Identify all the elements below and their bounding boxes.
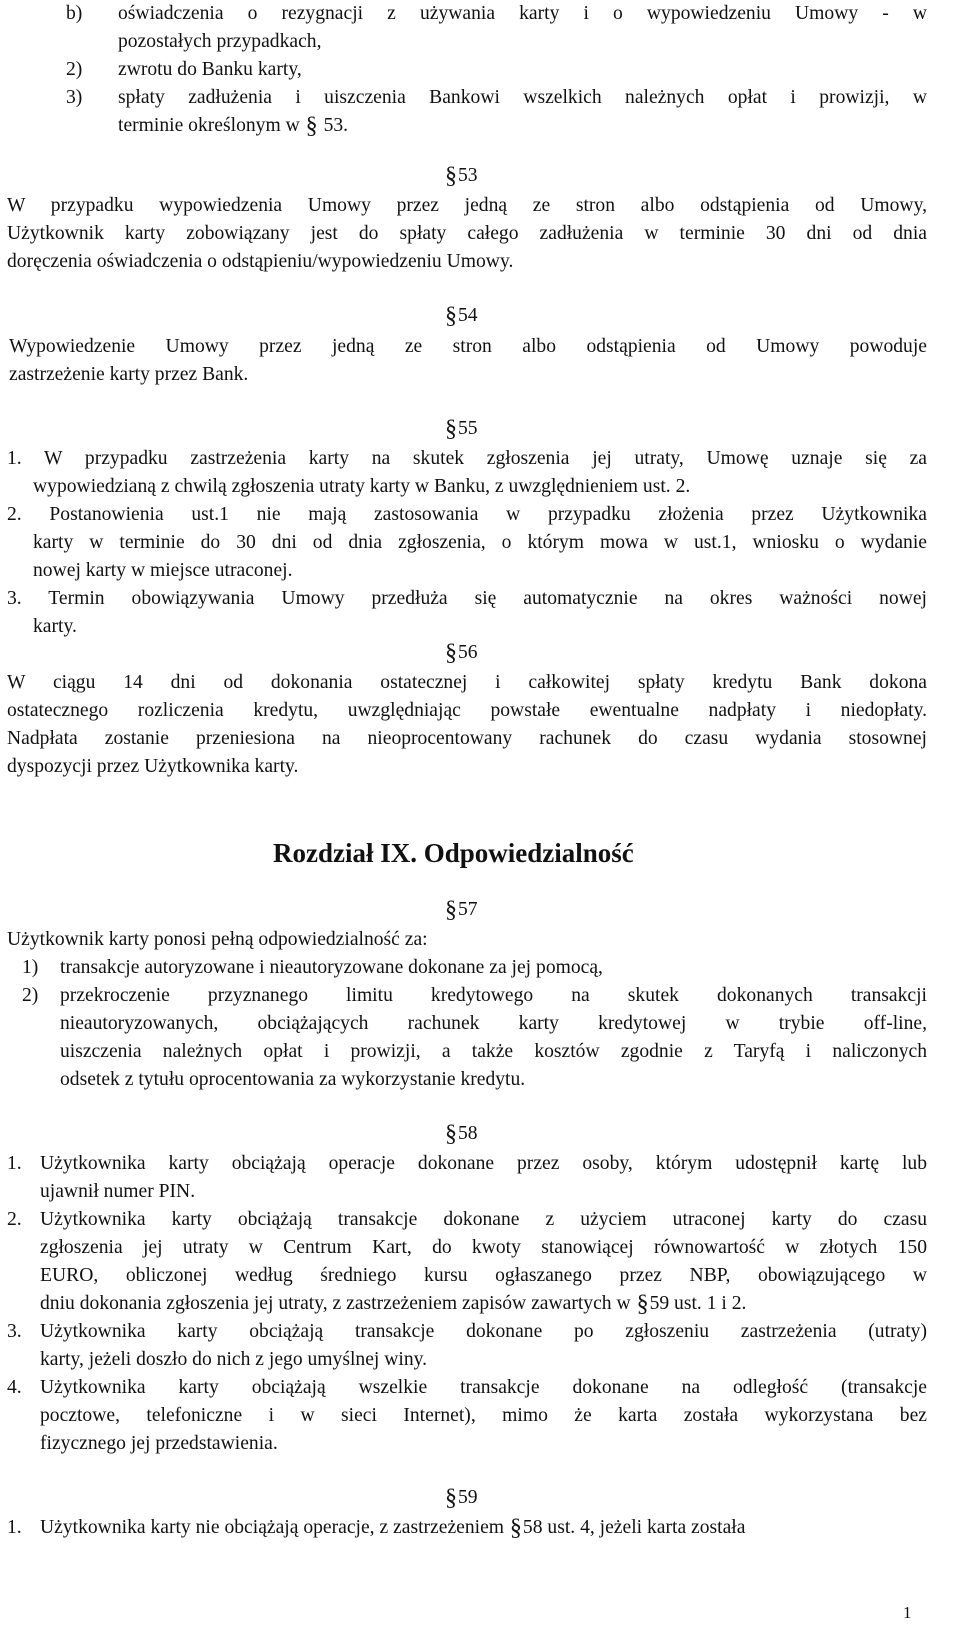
s58-p3-line1: Użytkownika karty obciążają transakcje dokonane po zgłoszeniu zastrzeżenia (utraty) — [40, 1321, 927, 1342]
s56-line2: ostatecznego rozliczenia kredytu, uwzględniając powstałe ewentualne nadpłaty i niedopłaty. — [7, 700, 927, 721]
item-b-label: b) — [66, 3, 83, 24]
s54-line1: Wypowiedzenie Umowy przez jedną ze stron albo odstąpienia od Umowy powoduje — [9, 336, 927, 357]
section-54-number: 54 — [458, 305, 478, 326]
page-number: 1 — [903, 1603, 912, 1622]
section-59-number: 59 — [458, 1487, 478, 1508]
s57-item2-line1: przekroczenie przyznanego limitu kredytowego na skutek dokonanych transakcji — [60, 985, 927, 1006]
s58-p2-line1: Użytkownika karty obciążają transakcje dokonane z użyciem utraconej karty do czasu — [40, 1209, 927, 1230]
s57-item1-text: transakcje autoryzowane i nieautoryzowane dokonane za jej pomocą, — [60, 957, 603, 978]
section-58-heading — [444, 1120, 478, 1148]
s58-p3-line2: karty, jeżeli doszło do nich z jego umyślnej winy. — [40, 1349, 428, 1370]
s55-p1-line2: wypowiedzianą z chwilą zgłoszenia utraty karty w Banku, z uwzględnieniem ust. 2. — [33, 476, 691, 497]
section-55-heading — [444, 415, 478, 443]
s58-p4-line1: Użytkownika karty obciążają wszelkie transakcje dokonane na odległość (transakcje — [40, 1377, 927, 1398]
section-sign-icon: § — [636, 1291, 649, 1317]
s53-line1: W przypadku wypowiedzenia Umowy przez jedną ze stron albo odstąpienia od Umowy, — [7, 195, 927, 216]
s58-p2-line2: zgłoszenia jej utraty w Centrum Kart, do kwoty stanowiącej równowartość w złotych 150 — [40, 1237, 927, 1258]
s58-p1-label: 1. — [7, 1153, 22, 1174]
s55-p2-line1: 2. Postanowienia ust.1 nie mają zastosowania w przypadku złożenia przez Użytkownika — [7, 504, 927, 525]
s58-p4-line2: pocztowe, telefoniczne i w sieci Internet), mimo że karta została wykorzystana bez — [40, 1405, 927, 1426]
section-59-heading — [444, 1484, 478, 1512]
s55-p3-line2: karty. — [33, 616, 77, 637]
s56-line1: W ciągu 14 dni od dokonania ostatecznej i całkowitej spłaty kredytu Bank dokona — [7, 672, 927, 693]
s57-intro: Użytkownik karty ponosi pełną odpowiedzialność za: — [7, 929, 428, 950]
s59-p1-line1-ref: 58 ust. 4, jeżeli karta została — [522, 1517, 746, 1538]
s55-p3-line1: 3. Termin obowiązywania Umowy przedłuża się automatycznie na okres ważności nowej — [7, 588, 927, 609]
section-53-number: 53 — [458, 165, 478, 186]
item-b-line1: oświadczenia o rezygnacji z używania karty i o wypowiedzeniu Umowy - w — [118, 3, 927, 24]
s59-p1-line1 — [40, 1514, 745, 1542]
section-sign-icon: § — [445, 303, 457, 329]
s58-p4-label: 4. — [7, 1377, 22, 1398]
section-56-number: 56 — [458, 642, 478, 663]
item-2-text: zwrotu do Banku karty, — [118, 59, 302, 80]
s55-p1-line1: 1. W przypadku zastrzeżenia karty na skutek zgłoszenia jej utraty, Umowę uznaje się za — [7, 448, 927, 469]
section-sign-icon: § — [445, 1485, 457, 1511]
s58-p2-line4-text: dniu dokonania zgłoszenia jej utraty, z zastrzeżeniem zapisów zawartych w — [40, 1293, 631, 1314]
section-54-heading — [444, 302, 478, 330]
section-56-heading — [444, 639, 478, 667]
item-3-label: 3) — [66, 87, 83, 108]
s58-p2-line4 — [40, 1290, 746, 1318]
s58-p3-label: 3. — [7, 1321, 22, 1342]
chapter-title: Rozdział IX. Odpowiedzialność — [273, 838, 634, 868]
item-b-line2: pozostałych przypadkach, — [118, 31, 322, 52]
s58-p2-label: 2. — [7, 1209, 22, 1230]
section-57-number: 57 — [458, 899, 478, 920]
s54-line2: zastrzeżenie karty przez Bank. — [9, 364, 249, 385]
s57-item2-line3: uiszczenia należnych opłat i prowizji, a także kosztów zgodnie z Taryfą i naliczonych — [60, 1041, 927, 1062]
section-sign-icon: § — [305, 113, 318, 139]
s57-item2-label: 2) — [22, 985, 39, 1006]
section-53-heading — [444, 162, 478, 190]
s58-p1-line1: Użytkownika karty obciążają operacje dokonane przez osoby, którym udostępnił kartę lub — [40, 1153, 927, 1174]
item-3-line2-text: terminie określonym w — [118, 115, 300, 136]
section-sign-icon: § — [445, 163, 457, 189]
section-58-number: 58 — [458, 1123, 478, 1144]
s53-line3: doręczenia oświadczenia o odstąpieniu/wypowiedzeniu Umowy. — [7, 251, 514, 272]
section-sign-icon: § — [445, 897, 457, 923]
s56-line3: Nadpłata zostanie przeniesiona na nieoprocentowany rachunek do czasu wydania stosownej — [7, 728, 927, 749]
section-55-number: 55 — [458, 418, 478, 439]
item-3-line2-ref: 53. — [323, 115, 349, 136]
s57-item1-label: 1) — [22, 957, 39, 978]
s58-p2-line4-ref: 59 ust. 1 i 2. — [649, 1293, 747, 1314]
s55-p2-line2: karty w terminie do 30 dni od dnia zgłoszenia, o którym mowa w ust.1, wniosku o wydanie — [33, 532, 927, 553]
section-sign-icon: § — [445, 416, 457, 442]
s57-item2-line2: nieautoryzowanych, obciążających rachunek karty kredytowej w trybie off-line, — [60, 1013, 927, 1034]
s57-item2-line4: odsetek z tytułu oprocentowania za wykorzystanie kredytu. — [60, 1069, 526, 1090]
s59-p1-line1-text: Użytkownika karty nie obciążają operacje, z zastrzeżeniem — [40, 1517, 505, 1538]
item-2-label: 2) — [66, 59, 83, 80]
section-sign-icon: § — [445, 1121, 457, 1147]
s53-line2: Użytkownik karty zobowiązany jest do spłaty całego zadłużenia w terminie 30 dni od dnia — [7, 223, 927, 244]
section-57-heading — [444, 896, 478, 924]
item-3-line1: spłaty zadłużenia i uiszczenia Bankowi wszelkich należnych opłat i prowizji, w — [118, 87, 927, 108]
item-3-line2 — [118, 112, 348, 140]
s59-p1-label: 1. — [7, 1517, 22, 1538]
s58-p4-line3: fizycznego jej przedstawienia. — [40, 1433, 278, 1454]
s58-p1-line2: ujawnił numer PIN. — [40, 1181, 196, 1202]
section-sign-icon: § — [509, 1515, 522, 1541]
section-sign-icon: § — [445, 640, 457, 666]
s56-line4: dyspozycji przez Użytkownika karty. — [7, 756, 299, 777]
s55-p2-line3: nowej karty w miejsce utraconej. — [33, 560, 293, 581]
s58-p2-line3: EURO, obliczonej według średniego kursu ogłaszanego przez NBP, obowiązującego w — [40, 1265, 927, 1286]
